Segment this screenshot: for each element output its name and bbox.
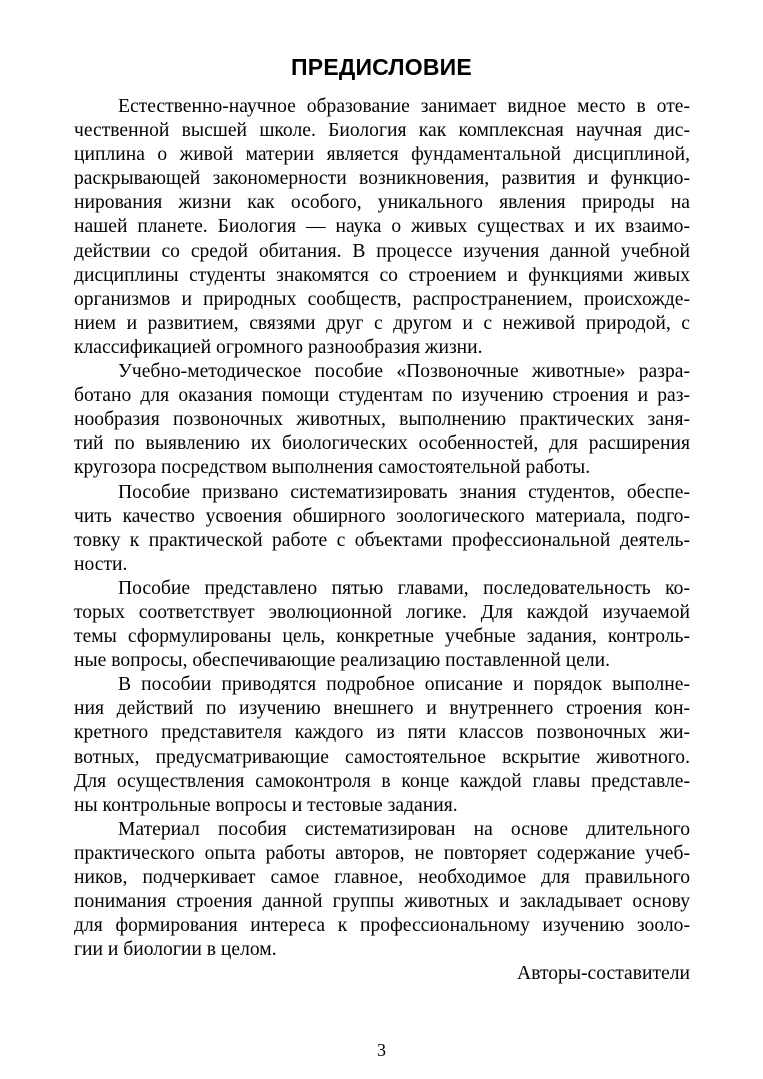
- paragraph-line: ности.: [74, 553, 128, 575]
- paragraph-line: В пособии приводятся подробное описание и порядок выполне-: [118, 674, 690, 696]
- paragraph-line: ны контрольные вопросы и тестовые задания.: [74, 794, 458, 816]
- paragraph-line: Пособие представлено пятью главами, последовательность ко-: [118, 577, 690, 599]
- paragraph-line: тий по выявлению их биологических особенностей, для расширения: [74, 433, 690, 455]
- paragraph-line: кругозора посредством выполнения самостоятельной работы.: [74, 457, 591, 479]
- paragraph-line: организмов и природных сообществ, распространением, происхожде-: [74, 288, 690, 310]
- paragraph-line: чить качество усвоения обширного зоологического материала, подго-: [74, 505, 690, 527]
- paragraph: [74, 673, 690, 818]
- paragraph-line: вотных, предусматривающие самостоятельное вскрытие животного.: [74, 746, 690, 768]
- paragraph-line: Для осуществления самоконтроля в конце каждой главы представле-: [74, 770, 690, 792]
- paragraph: [74, 95, 690, 360]
- paragraph-line: раскрывающей закономерности возникновения, развития и функцио-: [74, 168, 690, 190]
- paragraph-line: кретного представителя каждого из пяти классов позвоночных жи-: [74, 722, 690, 744]
- page-number: 3: [377, 1040, 386, 1060]
- paragraph-line: Пособие призвано систематизировать знания студентов, обеспе-: [118, 481, 690, 503]
- paragraph: [74, 481, 690, 577]
- paragraph-line: ные вопросы, обеспечивающие реализацию поставленной цели.: [74, 650, 611, 672]
- paragraph-line: действии со средой обитания. В процессе изучения данной учебной: [74, 240, 690, 262]
- paragraph: [74, 360, 690, 480]
- paragraph-line: классификацией огромного разнообразия жизни.: [74, 336, 483, 358]
- paragraph: [74, 818, 690, 963]
- paragraph-line: ния действий по изучению внешнего и внутреннего строения кон-: [74, 698, 690, 720]
- paragraph-line: Материал пособия систематизирован на основе длительного: [118, 818, 690, 840]
- paragraph-line: практического опыта работы авторов, не повторяет содержание учеб-: [74, 842, 690, 864]
- paragraph-line: для формирования интереса к профессиональному изучению зооло-: [74, 915, 690, 937]
- paragraph-line: торых соответствует эволюционной логике. Для каждой изучаемой: [74, 601, 690, 623]
- document-body: [74, 95, 690, 986]
- paragraph-line: дисциплины студенты знакомятся со строением и функциями живых: [74, 264, 690, 286]
- paragraph-line: гии и биологии в целом.: [74, 939, 277, 961]
- signature: Авторы-составители: [517, 963, 690, 985]
- paragraph-line: нием и развитием, связями друг с другом и с неживой природой, с: [74, 312, 690, 334]
- paragraph-line: нообразия позвоночных животных, выполнению практических заня-: [74, 409, 690, 431]
- page-title: ПРЕДИСЛОВИЕ: [291, 54, 472, 80]
- paragraph-line: товку к практической работе с объектами профессиональной деятель-: [74, 529, 690, 551]
- paragraph-line: темы сформулированы цель, конкретные учебные задания, контроль-: [74, 626, 690, 648]
- paragraph-line: Естественно-научное образование занимает видное место в оте-: [118, 96, 690, 117]
- paragraph-line: циплина о живой материи является фундаментальной дисциплиной,: [74, 144, 690, 166]
- paragraph-line: нирования жизни как особого, уникального явления природы на: [74, 192, 690, 214]
- paragraph-line: Учебно-методическое пособие «Позвоночные животные» разра-: [118, 361, 690, 383]
- paragraph-line: понимания строения данной группы животных и закладывает основу: [74, 891, 690, 913]
- paragraph-line: нашей планете. Биология — наука о живых существах и их взаимо-: [74, 216, 690, 238]
- paragraph-line: чественной высшей школе. Биология как комплексная научная дис-: [74, 120, 690, 142]
- paragraph-line: ботано для оказания помощи студентам по изучению строения и раз-: [74, 385, 690, 407]
- paragraph: [74, 577, 690, 673]
- paragraph-line: ников, подчеркивает самое главное, необходимое для правильного: [74, 867, 690, 888]
